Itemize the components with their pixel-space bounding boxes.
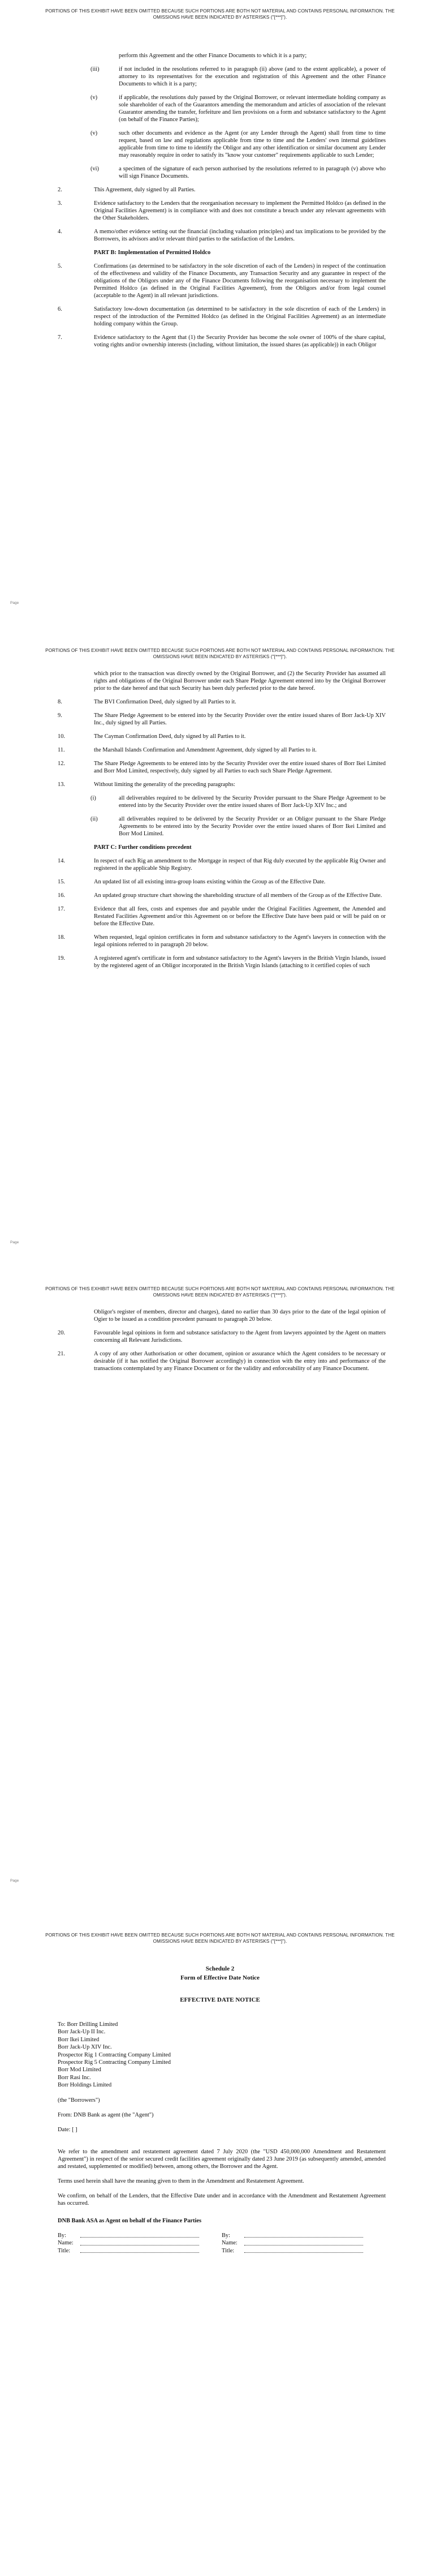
document-page-1 xyxy=(0,0,440,617)
sub-item: (iii) if not included in the resolutions referred to in paragraph (ii) above (and to the extent applicable), a power of attorney to its representatives for the execution and registration of this Agreement and the other Finance Documents to which it is a party; xyxy=(90,66,386,87)
sub-item: (v) such other documents and evidence as the Agent (or any Lender through the Agent) shall from time to time request, based on law and regulations applicable from time to time and the Lenders' own internal guidelines applicable from time to time to identify the Obligor and any other identification or similar document any Lender may reasonably require in order to satisfy its "know your customer" requirements applicable to such Lender; xyxy=(90,130,386,158)
sub-item: (v) if applicable, the resolutions duly passed by the Original Borrower, or relevant intermediate holding company as sole shareholder of each of the Guarantors amending the memorandum and articles of association of the relevant Guarantor amending the transfer, forfeiture and lien provisions on a form and substance satisfactory to the Agent (on behalf of the Finance Parties); xyxy=(90,95,386,123)
schedule-subtitle: Form of Effective Date Notice xyxy=(180,1974,260,1981)
from-line: From: DNB Bank as agent (the "Agent") xyxy=(58,2111,154,2118)
part-heading: PART C: Further conditions precedent xyxy=(94,844,192,851)
signoff: DNB Bank ASA as Agent on behalf of the Finance Parties xyxy=(58,2217,202,2224)
page-number: Page xyxy=(10,1240,19,1244)
clause: 3. Evidence satisfactory to the Lenders that the reorganisation necessary to implement the Permitted Holdco (as defined in the Original Facilities Agreement) is in compliance with and does not constitute a breach under any relevant agreements with the Other Stakeholders. xyxy=(58,200,386,221)
clause: 11. the Marshall Islands Confirmation and Amendment Agreement, duly signed by all Parties to it. xyxy=(58,747,317,753)
notice-paragraph: We refer to the amendment and restatement agreement dated 7 July 2020 (the "USD 450,000,000 Amendment and Restatement Agreement") in respect of the senior secured credit facilities agreement originally dated 23 June 2019 (as subsequently amended, amended and restated, supplemented or modified) between, among others, the Borrower and the Agent. xyxy=(58,2148,386,2170)
notice-paragraph: Terms used herein shall have the meaning given to them in the Amendment and Restatement Agreement. xyxy=(58,2178,304,2184)
notice-paragraph: We confirm, on behalf of the Lenders, that the Effective Date under and in accordance with the Amendment and Restatement Agreement has occurred. xyxy=(58,2192,386,2206)
document-page-4 xyxy=(0,1924,440,2576)
clause: 9. The Share Pledge Agreement to be entered into by the Security Provider over the entire issued shares of Borr Jack-Up XIV Inc., duly signed by all Parties. xyxy=(58,712,386,726)
document-page-2 xyxy=(0,639,440,1256)
clause: 17. Evidence that all fees, costs and expenses due and payable under the Original Facilities Agreement, the Amended and Restated Facilities Agreement and/or this Agreement on or before the Effective Date have been paid or will be paid on or before the Effective Date. xyxy=(58,906,386,927)
clause: 16. An updated group structure chart showing the shareholding structure of all members of the Group as of the Effective Date. xyxy=(58,892,382,899)
notice-title: EFFECTIVE DATE NOTICE xyxy=(180,1997,260,2003)
clause: 19. A registered agent's certificate in form and substance satisfactory to the Agent's lawyers in the British Virgin Islands, issued by the registered agent of an Obligor incorporated in the British Virgin Islands (attaching to it certified copies of such xyxy=(58,955,386,969)
part-heading: PART B: Implementation of Permitted Holdco xyxy=(94,250,211,256)
clause: 2. This Agreement, duly signed by all Parties. xyxy=(58,187,196,193)
page-number: Page xyxy=(10,1879,19,1883)
clause: 12. The Share Pledge Agreements to be entered into by the Security Provider over the entire issued shares of Borr Ikei Limited and Borr Mod Limited, respectively, duly signed by all Parties to each such Share Pledge Agreement. xyxy=(58,761,386,774)
clause: 4. A memo/other evidence setting out the financial (including valuation principles) and tax implications to be provided by the Borrowers, its advisors and/or relevant third parties to the satisfaction of the Lenders. xyxy=(58,229,386,242)
clause: 7. Evidence satisfactory to the Agent that (1) the Security Provider has become the sole owner of 100% of the share capital, voting rights and/or ownership interests (including, without limitation, the issued shares (as applicable)) in each Obligor xyxy=(58,334,386,348)
redaction-header: PORTIONS OF THIS EXHIBIT HAVE BEEN OMITTED BECAUSE SUCH PORTIONS ARE BOTH NOT MATERIAL AND CONTAINS PERSONAL INFORMATION. THE OMISSIONS HAVE BEEN INDICATED BY ASTERISKS ("[***]"). xyxy=(45,648,395,659)
schedule-title: Schedule 2 xyxy=(205,1965,235,1972)
redaction-header: PORTIONS OF THIS EXHIBIT HAVE BEEN OMITTED BECAUSE SUCH PORTIONS ARE BOTH NOT MATERIAL AND CONTAINS PERSONAL INFORMATION. THE OMISSIONS HAVE BEEN INDICATED BY ASTERISKS ("[***]"). xyxy=(45,1933,395,1944)
clause-fragment: Obligor's register of members, director and charges), dated no earlier than 30 days prior to the date of the legal opinion of Ogier to be issued as a condition precedent pursuant to paragraph 20 below. xyxy=(94,1309,386,1323)
sub-item: (i) all deliverables required to be delivered by the Security Provider pursuant to the Share Pledge Agreement to be entered into by the Security Provider over the entire issued shares of Borr Jack-Up XIV Inc.; and xyxy=(90,795,386,809)
addressee-list: To: Borr Drilling Limited Borr Jack-Up II Inc. Borr Ikei Limited Borr Jack-Up XIV Inc. Prospector Rig 1 Contracting Company Limited Prospector Rig 5 Contracting Company Limited Borr Mod Limited Borr Rasi Inc. Borr Holdings Limited xyxy=(58,2021,171,2089)
clause-fragment: which prior to the transaction was directly owned by the Original Borrower, and (2) the Security Provider has assumed all rights and obligations of the Original Borrower under each Share Pledge Agreement entered into by the Original Borrower prior to the date hereof and that such Security has been duly perfected prior to the date hereof. xyxy=(94,671,386,692)
clause: 20. Favourable legal opinions in form and substance satisfactory to the Agent from lawyers appointed by the Agent on matters concerning all Relevant Jurisdictions. xyxy=(58,1330,386,1343)
clause: 21. A copy of any other Authorisation or other document, opinion or assurance which the Agent considers to be necessary or desirable (if it has notified the Original Borrower accordingly) in connection with the entry into and performance of the transactions contemplated by any Finance Document or for the validity and enforceability of any Finance Document. xyxy=(58,1351,386,1372)
clause-fragment: perform this Agreement and the other Finance Documents to which it is a party; xyxy=(119,53,307,59)
page-number: Page xyxy=(10,601,19,605)
clause: 5. Confirmations (as determined to be satisfactory in the sole discretion of each of the Lenders) in respect of the continuation of the effectiveness and validity of the Finance Documents, any Transaction Security and any guarantee in respect of the obligations of the Obligors under any of the Finance Documents following the reorganisation necessary to implement the Permitted Holdco (as defined in the Original Facilities Agreement), from the Obligors and/or from legal counsel (acceptable to the Agent) in all relevant jurisdictions. xyxy=(58,263,386,299)
signature-block: By: Name: Title: By: Name: Title: xyxy=(58,2232,386,2266)
clause: 10. The Cayman Confirmation Deed, duly signed by all Parties to it. xyxy=(58,733,246,740)
redaction-header: PORTIONS OF THIS EXHIBIT HAVE BEEN OMITTED BECAUSE SUCH PORTIONS ARE BOTH NOT MATERIAL AND CONTAINS PERSONAL INFORMATION. THE OMISSIONS HAVE BEEN INDICATED BY ASTERISKS ("[***]"). xyxy=(45,8,395,20)
clause: 18. When requested, legal opinion certificates in form and substance satisfactory to the Agent's lawyers in connection with the legal opinions referred to in paragraph 20 below. xyxy=(58,934,386,948)
document-page-3 xyxy=(0,1278,440,1895)
redaction-header: PORTIONS OF THIS EXHIBIT HAVE BEEN OMITTED BECAUSE SUCH PORTIONS ARE BOTH NOT MATERIAL AND CONTAINS PERSONAL INFORMATION. THE OMISSIONS HAVE BEEN INDICATED BY ASTERISKS ("[***]"). xyxy=(45,1286,395,1298)
clause: 14. In respect of each Rig an amendment to the Mortgage in respect of that Rig duly executed by the applicable Rig Owner and registered in the applicable Ship Registry. xyxy=(58,858,386,871)
sub-item: (ii) all deliverables required to be delivered by the Security Provider or an Obligor pursuant to the Share Pledge Agreements to be entered into by the Security Provider over the entire issued shares of Borr Ikei Limited and Borr Mod Limited. xyxy=(90,816,386,837)
clause: 15. An updated list of all existing intra-group loans existing within the Group as of the Effective Date. xyxy=(58,879,326,885)
clause: 6. Satisfactory low-down documentation (as determined to be satisfactory in the sole discretion of each of the Lenders) in respect of the introduction of the Permitted Holdco (as defined in the Original Facilities Agreement) as an intermediate holding company within the Group. xyxy=(58,306,386,327)
borrowers-definition: (the "Borrowers") xyxy=(58,2097,100,2103)
clause: 13. Without limiting the generality of the preceding paragraphs: xyxy=(58,782,235,788)
clause: 8. The BVI Confirmation Deed, duly signed by all Parties to it. xyxy=(58,699,236,705)
sub-item: (vi) a specimen of the signature of each person authorised by the resolutions referred to in paragraph (v) above who will sign Finance Documents. xyxy=(90,166,386,179)
date-line: Date: [ ] xyxy=(58,2126,77,2133)
